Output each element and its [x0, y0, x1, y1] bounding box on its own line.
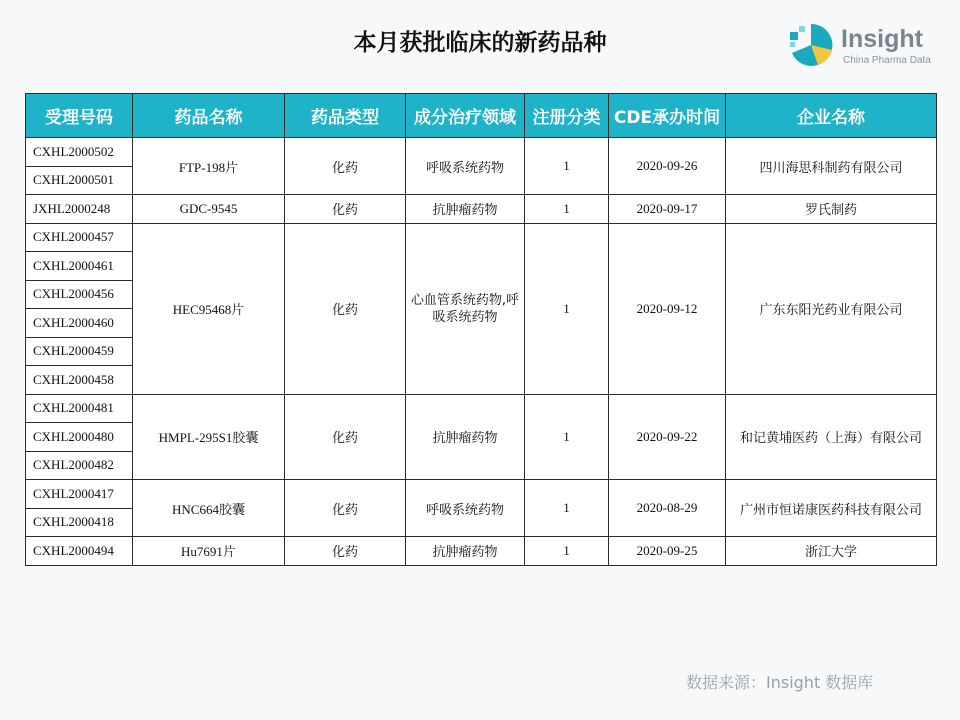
cde-date: 2020-09-17 [609, 195, 726, 224]
drug-type: 化药 [285, 480, 406, 537]
acceptance-id: CXHL2000480 [26, 423, 133, 452]
table-row [26, 223, 937, 252]
registration-class: 1 [525, 480, 609, 537]
drug-table [25, 93, 937, 566]
company-name: 浙江大学 [726, 537, 937, 566]
table-row [26, 480, 937, 509]
registration-class: 1 [525, 195, 609, 224]
cde-date: 2020-09-12 [609, 223, 726, 394]
company-name: 广东东阳光药业有限公司 [726, 223, 937, 394]
acceptance-id: CXHL2000461 [26, 252, 133, 281]
drug-type: 化药 [285, 537, 406, 566]
table-row [26, 537, 937, 566]
drug-type: 化药 [285, 138, 406, 195]
drug-name: FTP-198片 [133, 138, 285, 195]
data-source-note: 数据来源：Insight 数据库 [686, 673, 874, 692]
header-cell: 药品名称 [133, 94, 285, 138]
acceptance-id: CXHL2000417 [26, 480, 133, 509]
cde-date: 2020-09-26 [609, 138, 726, 195]
drug-name: HNC664胶囊 [133, 480, 285, 537]
therapy-area: 呼吸系统药物 [406, 480, 525, 537]
registration-class: 1 [525, 394, 609, 480]
insight-logo-icon [786, 20, 836, 70]
acceptance-id: JXHL2000248 [26, 195, 133, 224]
therapy-area: 呼吸系统药物 [406, 138, 525, 195]
insight-logo [786, 20, 956, 70]
acceptance-id: CXHL2000458 [26, 366, 133, 395]
header-cell: 药品类型 [285, 94, 406, 138]
acceptance-id: CXHL2000501 [26, 166, 133, 195]
table-header-row [26, 94, 937, 138]
acceptance-id: CXHL2000494 [26, 537, 133, 566]
drug-name: Hu7691片 [133, 537, 285, 566]
header-cell: CDE承办时间 [609, 94, 726, 138]
header-cell: 成分治疗领域 [406, 94, 525, 138]
registration-class: 1 [525, 138, 609, 195]
drug-type: 化药 [285, 195, 406, 224]
therapy-area: 心血管系统药物,呼吸系统药物 [406, 223, 525, 394]
acceptance-id: CXHL2000459 [26, 337, 133, 366]
acceptance-id: CXHL2000418 [26, 508, 133, 537]
therapy-area: 抗肿瘤药物 [406, 537, 525, 566]
therapy-area: 抗肿瘤药物 [406, 195, 525, 224]
drug-name: HEC95468片 [133, 223, 285, 394]
acceptance-id: CXHL2000502 [26, 138, 133, 167]
acceptance-id: CXHL2000481 [26, 394, 133, 423]
cde-date: 2020-09-22 [609, 394, 726, 480]
page-title: 本月获批临床的新药品种 [353, 30, 607, 56]
company-name: 和记黄埔医药（上海）有限公司 [726, 394, 937, 480]
drug-name: HMPL-295S1胶囊 [133, 394, 285, 480]
company-name: 广州市恒诺康医药科技有限公司 [726, 480, 937, 537]
acceptance-id: CXHL2000460 [26, 309, 133, 338]
therapy-area: 抗肿瘤药物 [406, 394, 525, 480]
drug-type: 化药 [285, 223, 406, 394]
acceptance-id: CXHL2000482 [26, 451, 133, 480]
acceptance-id: CXHL2000456 [26, 280, 133, 309]
table-row [26, 195, 937, 224]
company-name: 罗氏制药 [726, 195, 937, 224]
header-cell: 受理号码 [26, 94, 133, 138]
drug-type: 化药 [285, 394, 406, 480]
table-row [26, 138, 937, 167]
registration-class: 1 [525, 537, 609, 566]
header-cell: 企业名称 [726, 94, 937, 138]
header-cell: 注册分类 [525, 94, 609, 138]
logo-brand: Insight [841, 25, 923, 53]
table-row [26, 394, 937, 423]
cde-date: 2020-08-29 [609, 480, 726, 537]
cde-date: 2020-09-25 [609, 537, 726, 566]
acceptance-id: CXHL2000457 [26, 223, 133, 252]
company-name: 四川海思科制药有限公司 [726, 138, 937, 195]
drug-name: GDC-9545 [133, 195, 285, 224]
logo-subtitle: China Pharma Data [843, 55, 931, 66]
registration-class: 1 [525, 223, 609, 394]
